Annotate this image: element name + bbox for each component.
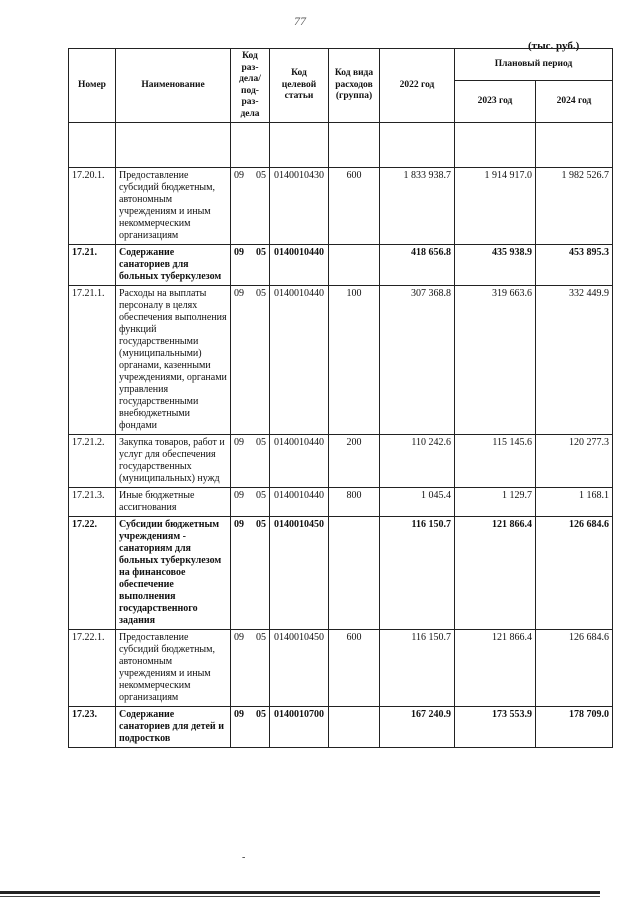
row-amount-2024: 453 895.3 xyxy=(536,245,613,286)
row-expense-code xyxy=(329,707,380,748)
table-row xyxy=(69,168,613,245)
row-section-code xyxy=(231,707,270,748)
row-amount-2022: 116 150.7 xyxy=(380,630,455,707)
footer-rule xyxy=(0,891,600,894)
header-expense-code: Код вида расходов (группа) xyxy=(329,49,380,123)
section-code: 09 xyxy=(234,170,244,181)
row-amount-2022: 167 240.9 xyxy=(380,707,455,748)
row-expense-code xyxy=(329,245,380,286)
row-amount-2024: 126 684.6 xyxy=(536,630,613,707)
row-amount-2024: 1 982 526.7 xyxy=(536,168,613,245)
table-row xyxy=(69,245,613,286)
section-code: 09 xyxy=(234,709,244,720)
row-amount-2023: 1 914 917.0 xyxy=(455,168,536,245)
row-number: 17.22. xyxy=(69,517,116,630)
row-number: 17.22.1. xyxy=(69,630,116,707)
row-amount-2022: 110 242.6 xyxy=(380,435,455,488)
row-target-code: 0140010440 xyxy=(270,488,329,517)
row-amount-2023: 115 145.6 xyxy=(455,435,536,488)
spacer-row xyxy=(69,123,613,168)
header-year-2022: 2022 год xyxy=(380,49,455,123)
header-section-code: Код раз-дела/ под-раз-дела xyxy=(231,49,270,123)
row-amount-2024: 332 449.9 xyxy=(536,286,613,435)
row-target-code: 0140010440 xyxy=(270,435,329,488)
section-code: 09 xyxy=(234,519,244,530)
row-amount-2022: 1 833 938.7 xyxy=(380,168,455,245)
row-section-code xyxy=(231,245,270,286)
row-name: Субсидии бюджетным учреждениям - санаториям для больных туберкулезом на финансовое обеспечение выполнения государственного задания xyxy=(116,517,231,630)
row-name: Содержание санаториев для детей и подростков xyxy=(116,707,231,748)
table-row xyxy=(69,707,613,748)
row-name: Содержание санаториев для больных туберкулезом xyxy=(116,245,231,286)
row-amount-2023: 319 663.6 xyxy=(455,286,536,435)
row-expense-code: 200 xyxy=(329,435,380,488)
subsection-code: 05 xyxy=(256,247,266,258)
header-year-2024: 2024 год xyxy=(536,80,613,122)
header-target-code: Код целевой статьи xyxy=(270,49,329,123)
row-target-code: 0140010430 xyxy=(270,168,329,245)
row-number: 17.20.1. xyxy=(69,168,116,245)
table-row xyxy=(69,286,613,435)
row-number: 17.23. xyxy=(69,707,116,748)
row-amount-2022: 1 045.4 xyxy=(380,488,455,517)
row-section-code xyxy=(231,435,270,488)
row-target-code: 0140010450 xyxy=(270,630,329,707)
section-code: 09 xyxy=(234,288,244,299)
subsection-code: 05 xyxy=(256,170,266,181)
footer-rule-thin xyxy=(0,896,600,897)
row-name: Предоставление субсидий бюджетным, автономным учреждениям и иным некоммерческим организациям xyxy=(116,630,231,707)
section-code: 09 xyxy=(234,247,244,258)
subsection-code: 05 xyxy=(256,490,266,501)
table-row xyxy=(69,630,613,707)
section-code: 09 xyxy=(234,632,244,643)
units-label: (тыс. руб.) xyxy=(528,40,580,52)
row-section-code xyxy=(231,517,270,630)
row-number: 17.21.1. xyxy=(69,286,116,435)
row-target-code: 0140010440 xyxy=(270,245,329,286)
subsection-code: 05 xyxy=(256,709,266,720)
row-section-code xyxy=(231,168,270,245)
row-amount-2023: 435 938.9 xyxy=(455,245,536,286)
row-amount-2023: 121 866.4 xyxy=(455,517,536,630)
table-row xyxy=(69,517,613,630)
row-expense-code xyxy=(329,517,380,630)
stray-mark: - xyxy=(242,852,246,863)
header-planned-period: Плановый период xyxy=(455,49,613,81)
row-amount-2023: 173 553.9 xyxy=(455,707,536,748)
row-name: Иные бюджетные ассигнования xyxy=(116,488,231,517)
header-name: Наименование xyxy=(116,49,231,123)
subsection-code: 05 xyxy=(256,632,266,643)
row-number: 17.21. xyxy=(69,245,116,286)
row-expense-code: 800 xyxy=(329,488,380,517)
row-number: 17.21.2. xyxy=(69,435,116,488)
budget-table xyxy=(68,48,613,748)
subsection-code: 05 xyxy=(256,519,266,530)
page-number: 77 xyxy=(294,14,306,28)
table-row xyxy=(69,435,613,488)
section-code: 09 xyxy=(234,437,244,448)
row-amount-2024: 126 684.6 xyxy=(536,517,613,630)
row-target-code: 0140010440 xyxy=(270,286,329,435)
row-target-code: 0140010700 xyxy=(270,707,329,748)
row-expense-code: 100 xyxy=(329,286,380,435)
row-section-code xyxy=(231,630,270,707)
row-amount-2024: 178 709.0 xyxy=(536,707,613,748)
table-body xyxy=(69,123,613,748)
row-amount-2022: 418 656.8 xyxy=(380,245,455,286)
row-expense-code: 600 xyxy=(329,168,380,245)
row-amount-2024: 1 168.1 xyxy=(536,488,613,517)
subsection-code: 05 xyxy=(256,288,266,299)
row-amount-2023: 1 129.7 xyxy=(455,488,536,517)
row-amount-2024: 120 277.3 xyxy=(536,435,613,488)
row-name: Предоставление субсидий бюджетным, автономным учреждениям и иным некоммерческим организациям xyxy=(116,168,231,245)
row-name: Закупка товаров, работ и услуг для обеспечения государственных (муниципальных) нужд xyxy=(116,435,231,488)
section-code: 09 xyxy=(234,490,244,501)
row-amount-2022: 307 368.8 xyxy=(380,286,455,435)
row-expense-code: 600 xyxy=(329,630,380,707)
row-target-code: 0140010450 xyxy=(270,517,329,630)
row-name: Расходы на выплаты персоналу в целях обеспечения выполнения функций государственными (муниципальными) органами, казенными учреждениями, органами управления государственными внебюджетными фондами xyxy=(116,286,231,435)
header-number: Номер xyxy=(69,49,116,123)
row-amount-2023: 121 866.4 xyxy=(455,630,536,707)
header-year-2023: 2023 год xyxy=(455,80,536,122)
table-row xyxy=(69,488,613,517)
row-number: 17.21.3. xyxy=(69,488,116,517)
row-amount-2022: 116 150.7 xyxy=(380,517,455,630)
row-section-code xyxy=(231,488,270,517)
subsection-code: 05 xyxy=(256,437,266,448)
row-section-code xyxy=(231,286,270,435)
